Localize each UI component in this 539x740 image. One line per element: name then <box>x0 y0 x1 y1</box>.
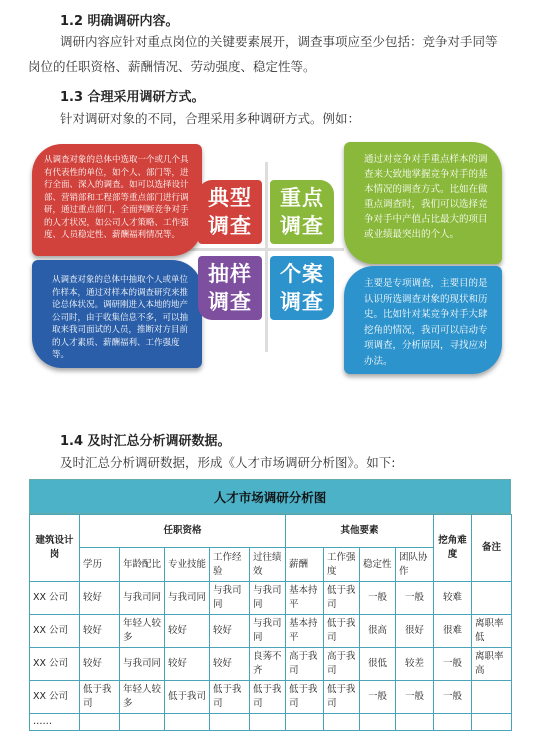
table-row <box>30 714 512 731</box>
tile-sampling-survey <box>198 256 262 320</box>
table-cell: 高于我司 <box>324 648 360 681</box>
table-cell: 较好 <box>80 615 120 648</box>
subheader: 工作经验 <box>210 548 250 582</box>
table-cell: 较好 <box>210 615 250 648</box>
header-post: 建筑设计岗 <box>30 515 80 582</box>
table-cell <box>286 714 324 731</box>
tile-typical-line2: 调查 <box>208 214 252 238</box>
tile-key-line1: 重点 <box>280 186 324 210</box>
diagram-horizontal-axis <box>188 248 344 251</box>
tile-case-line1: 个案 <box>280 262 324 286</box>
paragraph-1-2-line1: 调研内容应针对重点岗位的关键要素展开，调查事项应至少包括：竞争对手同等 <box>60 34 498 49</box>
table-cell <box>120 714 165 731</box>
table-cell: 较好 <box>80 582 120 615</box>
analysis-table <box>29 514 512 731</box>
table-row <box>30 582 512 615</box>
header-remarks: 备注 <box>472 515 512 582</box>
table-cell: 与我司同 <box>120 582 165 615</box>
header-qualification: 任职资格 <box>80 515 286 548</box>
table-cell: 较难 <box>434 582 472 615</box>
table-cell: 低于我司 <box>80 681 120 714</box>
table-cell <box>210 714 250 731</box>
row-company-cell: XX 公司 <box>30 648 80 681</box>
row-company-cell: XX 公司 <box>30 681 80 714</box>
table-cell: 一般 <box>360 582 396 615</box>
table-cell: 高于我司 <box>286 648 324 681</box>
subheader: 年龄配比 <box>120 548 165 582</box>
table-cell: 较好 <box>80 648 120 681</box>
tile-key-survey <box>270 180 334 244</box>
table-cell: 基本持平 <box>286 582 324 615</box>
subheader: 团队协作 <box>396 548 434 582</box>
table-cell: 低于我司 <box>324 582 360 615</box>
paragraph-1-2-line2: 岗位的任职资格、薪酬情况、劳动强度、稳定性等。 <box>28 59 316 74</box>
table-cell: 与我司同 <box>250 582 286 615</box>
table-cell: 一般 <box>434 681 472 714</box>
table-cell: 低于我司 <box>286 681 324 714</box>
row-company-cell: XX 公司 <box>30 582 80 615</box>
survey-methods-diagram <box>28 140 508 378</box>
tile-case-survey <box>270 256 334 320</box>
header-poaching-difficulty: 挖角难度 <box>434 515 472 582</box>
table-cell <box>472 714 512 731</box>
heading-1-3: 1.3 合理采用调研方式。 <box>60 90 205 105</box>
table-cell: 年轻人较多 <box>120 615 165 648</box>
table-cell <box>472 582 512 615</box>
table-cell: 年轻人较多 <box>120 681 165 714</box>
table-cell <box>250 714 286 731</box>
table-cell: 一般 <box>434 648 472 681</box>
header-other-factors: 其他要素 <box>286 515 434 548</box>
table-cell <box>165 714 210 731</box>
tile-typical-survey <box>198 180 262 244</box>
table-cell: 很高 <box>360 615 396 648</box>
table-row <box>30 681 512 714</box>
table-cell: 与我司同 <box>120 648 165 681</box>
table-cell <box>360 714 396 731</box>
tile-case-line2: 调查 <box>280 290 324 314</box>
heading-1-2: 1.2 明确调研内容。 <box>60 14 179 29</box>
table-cell: 低于我司 <box>210 681 250 714</box>
heading-1-4: 1.4 及时汇总分析调研数据。 <box>60 434 231 449</box>
subheader: 学历 <box>80 548 120 582</box>
table-cell: 很难 <box>434 615 472 648</box>
tile-typical-line1: 典型 <box>208 186 252 210</box>
table-cell <box>434 714 472 731</box>
paragraph-1-4: 及时汇总分析调研数据，形成《人才市场调研分析图》。如下: <box>60 455 396 470</box>
table-cell: 与我司同 <box>165 582 210 615</box>
table-cell: 较好 <box>165 648 210 681</box>
table-cell <box>80 714 120 731</box>
table-cell: 低于我司 <box>165 681 210 714</box>
talent-market-table <box>29 479 511 731</box>
table-cell: 较好 <box>165 615 210 648</box>
row-company-cell: XX 公司 <box>30 615 80 648</box>
table-cell: 低于我司 <box>324 681 360 714</box>
table-title: 人才市场调研分析图 <box>29 479 511 514</box>
typical-survey-description: 从调查对象的总体中选取一个或几个具有代表性的单位，如个人、部门等，进行全面、深入的调查。如可以选择设计部、营销部和工程部等重点部门进行调研，通过重点部门，全面判断竞争对手的人才状况，如公司人才策略、工作强度、人员稳定性、薪酬福利情况等。 <box>32 144 202 256</box>
table-cell: 低于我司 <box>250 681 286 714</box>
tile-sampling-line2: 调查 <box>208 290 252 314</box>
subheader: 薪酬 <box>286 548 324 582</box>
sampling-survey-description: 从调查对象的总体中抽取个人或单位作样本，通过对样本的调查研究来推论总体状况。调研刚进入本地的地产公司时，由于收集信息不多，可以抽取来我司面试的人员，推断对方目前的人才素质、薪酬福利、工作强度等。 <box>32 260 202 368</box>
table-cell: 与我司同 <box>210 582 250 615</box>
subheader: 工作强度 <box>324 548 360 582</box>
row-company-cell: …… <box>30 714 80 731</box>
table-cell: 很低 <box>360 648 396 681</box>
tile-sampling-line1: 抽样 <box>208 262 252 286</box>
subheader: 过往绩效 <box>250 548 286 582</box>
table-cell: 离职率低 <box>472 615 512 648</box>
table-cell: 较好 <box>210 648 250 681</box>
table-row <box>30 648 512 681</box>
case-survey-description: 主要是专项调查，主要目的是认识所选调查对象的现状和历史。比如针对某竞争对手大肆挖角的情况，我司可以启动专项调查，分析原因，寻找应对办法。 <box>344 266 502 374</box>
diagram-vertical-axis <box>265 162 268 352</box>
paragraph-1-3: 针对调研对象的不同，合理采用多种调研方式。例如： <box>60 111 361 126</box>
table-row <box>30 615 512 648</box>
table-cell: 一般 <box>396 582 434 615</box>
table-cell: 低于我司 <box>324 615 360 648</box>
tile-key-line2: 调查 <box>280 214 324 238</box>
table-cell: 良莠不齐 <box>250 648 286 681</box>
key-survey-description: 通过对竞争对手重点样本的调查来大致地掌握竞争对手的基本情况的调查方式。比如在做重点调查时，我们可以选择竞争对手中产值占比最大的项目或业绩最突出的个人。 <box>344 142 502 264</box>
table-cell: 很好 <box>396 615 434 648</box>
table-cell: 与我司同 <box>250 615 286 648</box>
table-cell <box>472 681 512 714</box>
table-cell: 一般 <box>396 681 434 714</box>
table-cell <box>396 714 434 731</box>
table-cell: 基本持平 <box>286 615 324 648</box>
subheader: 专业技能 <box>165 548 210 582</box>
table-cell: 离职率高 <box>472 648 512 681</box>
subheader: 稳定性 <box>360 548 396 582</box>
table-cell <box>324 714 360 731</box>
table-cell: 较差 <box>396 648 434 681</box>
table-cell: 一般 <box>360 681 396 714</box>
